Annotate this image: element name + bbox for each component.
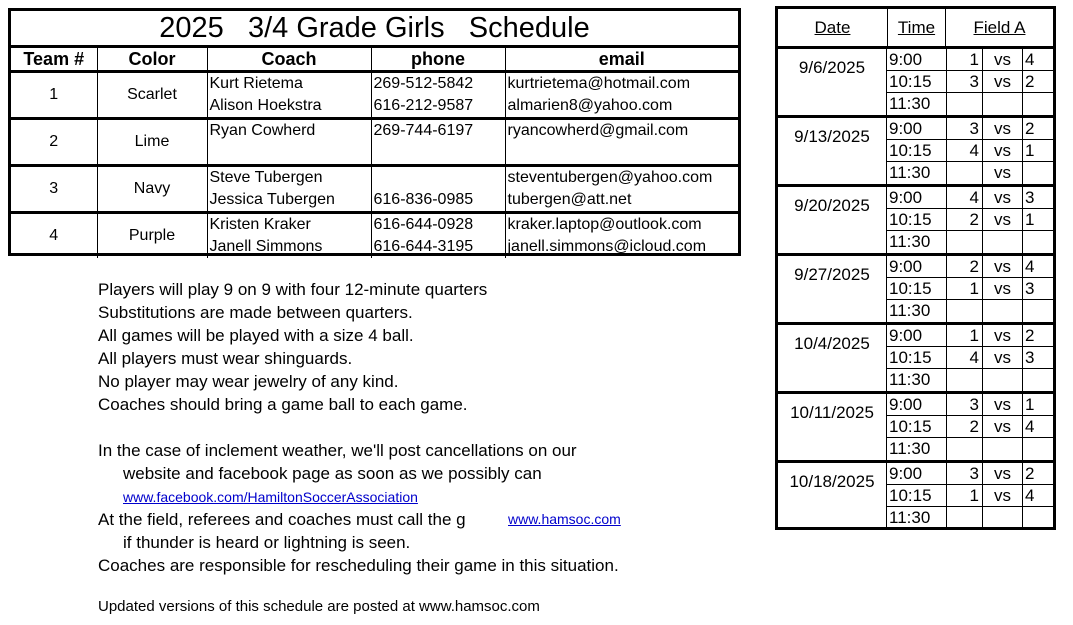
game-time: 9:00 (887, 325, 947, 346)
game-slot (887, 162, 1053, 184)
home-team: 1 (947, 325, 983, 346)
away-team (1023, 369, 1053, 391)
away-team: 2 (1025, 464, 1035, 483)
away-team: 3 (1025, 279, 1035, 298)
footer-note: Updated versions of this schedule are posted at www.hamsoc.com (98, 598, 540, 615)
coach-phone: 616-836-0985 (373, 191, 474, 208)
away-team: 2 (1025, 326, 1035, 345)
game-slot (887, 347, 1053, 369)
versus-label: vs (983, 416, 1023, 437)
game-time: 11:30 (887, 231, 947, 253)
away-team: 3 (1025, 188, 1035, 207)
home-team: 4 (947, 140, 983, 161)
away-team: 4 (1025, 417, 1035, 436)
coach-phone: 616-212-9587 (373, 97, 474, 114)
header-color: Color (97, 48, 207, 72)
home-team (947, 507, 983, 529)
week-date: 10/4/2025 (778, 325, 887, 391)
home-team: 1 (947, 485, 983, 506)
away-team (1023, 507, 1053, 529)
game-slot (887, 278, 1053, 300)
week-slots (887, 463, 1053, 529)
game-slot (887, 140, 1053, 162)
home-team (947, 438, 983, 460)
versus-label: vs (983, 162, 1023, 184)
header-coach: Coach (207, 48, 371, 72)
versus-label: vs (983, 347, 1023, 368)
versus-label: vs (983, 49, 1023, 70)
game-slot (887, 394, 1053, 416)
game-time: 11:30 (887, 93, 947, 115)
game-slot (887, 507, 1053, 529)
coach-phone: 269-512-5842 (373, 75, 474, 92)
week-slots (887, 187, 1053, 253)
team-number: 2 (11, 119, 97, 166)
versus-label (983, 300, 1023, 322)
away-team: 3 (1025, 348, 1035, 367)
rule-line: Coaches should bring a game ball to each game. (98, 395, 468, 414)
versus-label: vs (983, 140, 1023, 161)
team-color: Lime (97, 119, 207, 166)
rule-line: All players must wear shinguards. (98, 349, 353, 368)
team-roster (8, 8, 741, 256)
coach-phone (374, 142, 505, 164)
team-color: Purple (97, 213, 207, 259)
game-slot (887, 118, 1053, 140)
facebook-link-row (98, 485, 698, 508)
week-date: 9/20/2025 (778, 187, 887, 253)
coach-name: Jessica Tubergen (209, 191, 335, 208)
coach-name: Steve Tubergen (209, 169, 323, 186)
game-slot (887, 463, 1053, 485)
hamsoc-link[interactable]: www.hamsoc.com (507, 508, 621, 531)
coach-email: kraker.laptop@outlook.com (507, 216, 702, 233)
header-email: email (505, 48, 738, 72)
versus-label (983, 93, 1023, 115)
game-time: 11:30 (887, 162, 947, 184)
versus-label (983, 369, 1023, 391)
game-slot (887, 369, 1053, 391)
header-date: Date (778, 9, 888, 46)
versus-label: vs (983, 187, 1023, 208)
away-team (1023, 300, 1053, 322)
notes-section (98, 278, 698, 577)
game-time: 11:30 (887, 300, 947, 322)
team-row (11, 213, 738, 259)
game-slot (887, 71, 1053, 93)
week-slots (887, 49, 1053, 115)
home-team: 3 (947, 463, 983, 484)
versus-label (983, 507, 1023, 529)
game-time: 9:00 (887, 394, 947, 415)
week-slots (887, 325, 1053, 391)
header-phone: phone (371, 48, 505, 72)
game-time: 9:00 (887, 256, 947, 277)
versus-label (983, 231, 1023, 253)
schedule-week (778, 463, 1053, 529)
game-slot (887, 325, 1053, 347)
away-team: 4 (1025, 50, 1035, 69)
away-team: 2 (1025, 72, 1035, 91)
coach-email: steventubergen@yahoo.com (507, 169, 713, 186)
away-team: 4 (1025, 486, 1035, 505)
game-slot (887, 300, 1053, 322)
rule-line: No player may wear jewelry of any kind. (98, 372, 399, 391)
coach-name: Janell Simmons (209, 238, 323, 255)
team-table-header (11, 48, 738, 72)
week-date: 9/13/2025 (778, 118, 887, 184)
game-time: 9:00 (887, 49, 947, 70)
weather-line: website and facebook page as soon as we possibly can (123, 464, 542, 483)
game-time: 11:30 (887, 369, 947, 391)
away-team (1023, 438, 1053, 460)
game-time: 11:30 (887, 438, 947, 460)
home-team (947, 162, 983, 184)
coach-phone (374, 167, 505, 189)
week-slots (887, 118, 1053, 184)
coach-email: kurtrietema@hotmail.com (507, 75, 691, 92)
coach-name: Kurt Rietema (209, 75, 303, 92)
coach-email (508, 142, 739, 164)
schedule-weeks (778, 49, 1053, 529)
header-time: Time (888, 9, 946, 46)
week-slots (887, 394, 1053, 460)
rule-line: All games will be played with a size 4 ball. (98, 326, 414, 345)
away-team: 2 (1025, 119, 1035, 138)
weather-line: if thunder is heard or lightning is seen. (123, 533, 411, 552)
weather-line: Coaches are responsible for rescheduling their game in this situation. (98, 556, 619, 575)
home-team: 1 (947, 278, 983, 299)
versus-label: vs (983, 209, 1023, 230)
schedule-header (778, 9, 1053, 49)
facebook-link[interactable]: www.facebook.com/HamiltonSoccerAssociation (123, 489, 418, 505)
schedule-week (778, 49, 1053, 118)
versus-label (983, 438, 1023, 460)
weather-line: At the field, referees and coaches must call the g (98, 510, 466, 529)
game-time: 9:00 (887, 463, 947, 484)
game-slot (887, 209, 1053, 231)
game-time: 10:15 (887, 278, 947, 299)
game-time: 9:00 (887, 187, 947, 208)
versus-label: vs (983, 325, 1023, 346)
coach-email: tubergen@att.net (507, 191, 632, 208)
week-date: 9/6/2025 (778, 49, 887, 115)
page-title: 2025 3/4 Grade Girls Schedule (11, 11, 738, 48)
versus-label: vs (983, 485, 1023, 506)
team-number: 3 (11, 166, 97, 213)
game-time: 10:15 (887, 140, 947, 161)
game-slot (887, 231, 1053, 253)
away-team: 1 (1025, 141, 1035, 160)
home-team (947, 300, 983, 322)
game-slot (887, 49, 1053, 71)
coach-email: ryancowherd@gmail.com (507, 122, 689, 139)
game-time: 10:15 (887, 347, 947, 368)
home-team: 2 (947, 416, 983, 437)
versus-label: vs (983, 394, 1023, 415)
away-team (1023, 162, 1053, 184)
schedule-week (778, 118, 1053, 187)
week-slots (887, 256, 1053, 322)
away-team: 1 (1025, 210, 1035, 229)
away-team: 1 (1025, 395, 1035, 414)
home-team: 4 (947, 347, 983, 368)
game-slot (887, 438, 1053, 460)
away-team: 4 (1025, 257, 1035, 276)
schedule-week (778, 394, 1053, 463)
home-team: 1 (947, 49, 983, 70)
versus-label: vs (983, 256, 1023, 277)
coach-phone: 616-644-3195 (373, 238, 474, 255)
game-schedule (775, 6, 1056, 530)
home-team: 2 (947, 209, 983, 230)
game-time: 9:00 (887, 118, 947, 139)
rule-line: Players will play 9 on 9 with four 12-minute quarters (98, 280, 488, 299)
home-team: 4 (947, 187, 983, 208)
rule-line: Substitutions are made between quarters. (98, 303, 413, 322)
schedule-week (778, 325, 1053, 394)
schedule-week (778, 256, 1053, 325)
week-date: 9/27/2025 (778, 256, 887, 322)
game-time: 10:15 (887, 485, 947, 506)
team-table (11, 48, 738, 258)
game-slot (887, 416, 1053, 438)
coach-phone: 616-644-0928 (373, 216, 474, 233)
team-row (11, 72, 738, 119)
schedule-week (778, 187, 1053, 256)
header-team-number: Team # (11, 48, 97, 72)
week-date: 10/11/2025 (778, 394, 887, 460)
coach-email: almarien8@yahoo.com (507, 97, 673, 114)
team-number: 1 (11, 72, 97, 119)
game-time: 10:15 (887, 209, 947, 230)
game-slot (887, 187, 1053, 209)
coach-name (210, 142, 371, 164)
team-number: 4 (11, 213, 97, 259)
game-time: 11:30 (887, 507, 947, 529)
home-team (947, 369, 983, 391)
team-row (11, 166, 738, 213)
home-team: 3 (947, 118, 983, 139)
away-team (1023, 93, 1053, 115)
game-time: 10:15 (887, 416, 947, 437)
weather-line-call (98, 508, 698, 531)
header-field: Field A (973, 18, 1026, 37)
versus-label: vs (983, 278, 1023, 299)
coach-email: janell.simmons@icloud.com (507, 238, 707, 255)
game-time: 10:15 (887, 71, 947, 92)
team-color: Navy (97, 166, 207, 213)
coach-name: Kristen Kraker (209, 216, 311, 233)
versus-label: vs (983, 71, 1023, 92)
game-slot (887, 485, 1053, 507)
away-team (1023, 231, 1053, 253)
game-slot (887, 256, 1053, 278)
home-team (947, 93, 983, 115)
coach-name: Alison Hoekstra (209, 97, 322, 114)
week-date: 10/18/2025 (778, 463, 887, 529)
home-team: 3 (947, 71, 983, 92)
team-row (11, 119, 738, 166)
home-team: 2 (947, 256, 983, 277)
coach-name: Ryan Cowherd (209, 122, 316, 139)
coach-phone: 269-744-6197 (373, 122, 474, 139)
versus-label: vs (983, 463, 1023, 484)
versus-label: vs (983, 118, 1023, 139)
home-team: 3 (947, 394, 983, 415)
home-team (947, 231, 983, 253)
weather-line: In the case of inclement weather, we'll post cancellations on our (98, 441, 577, 460)
team-color: Scarlet (97, 72, 207, 119)
game-slot (887, 93, 1053, 115)
